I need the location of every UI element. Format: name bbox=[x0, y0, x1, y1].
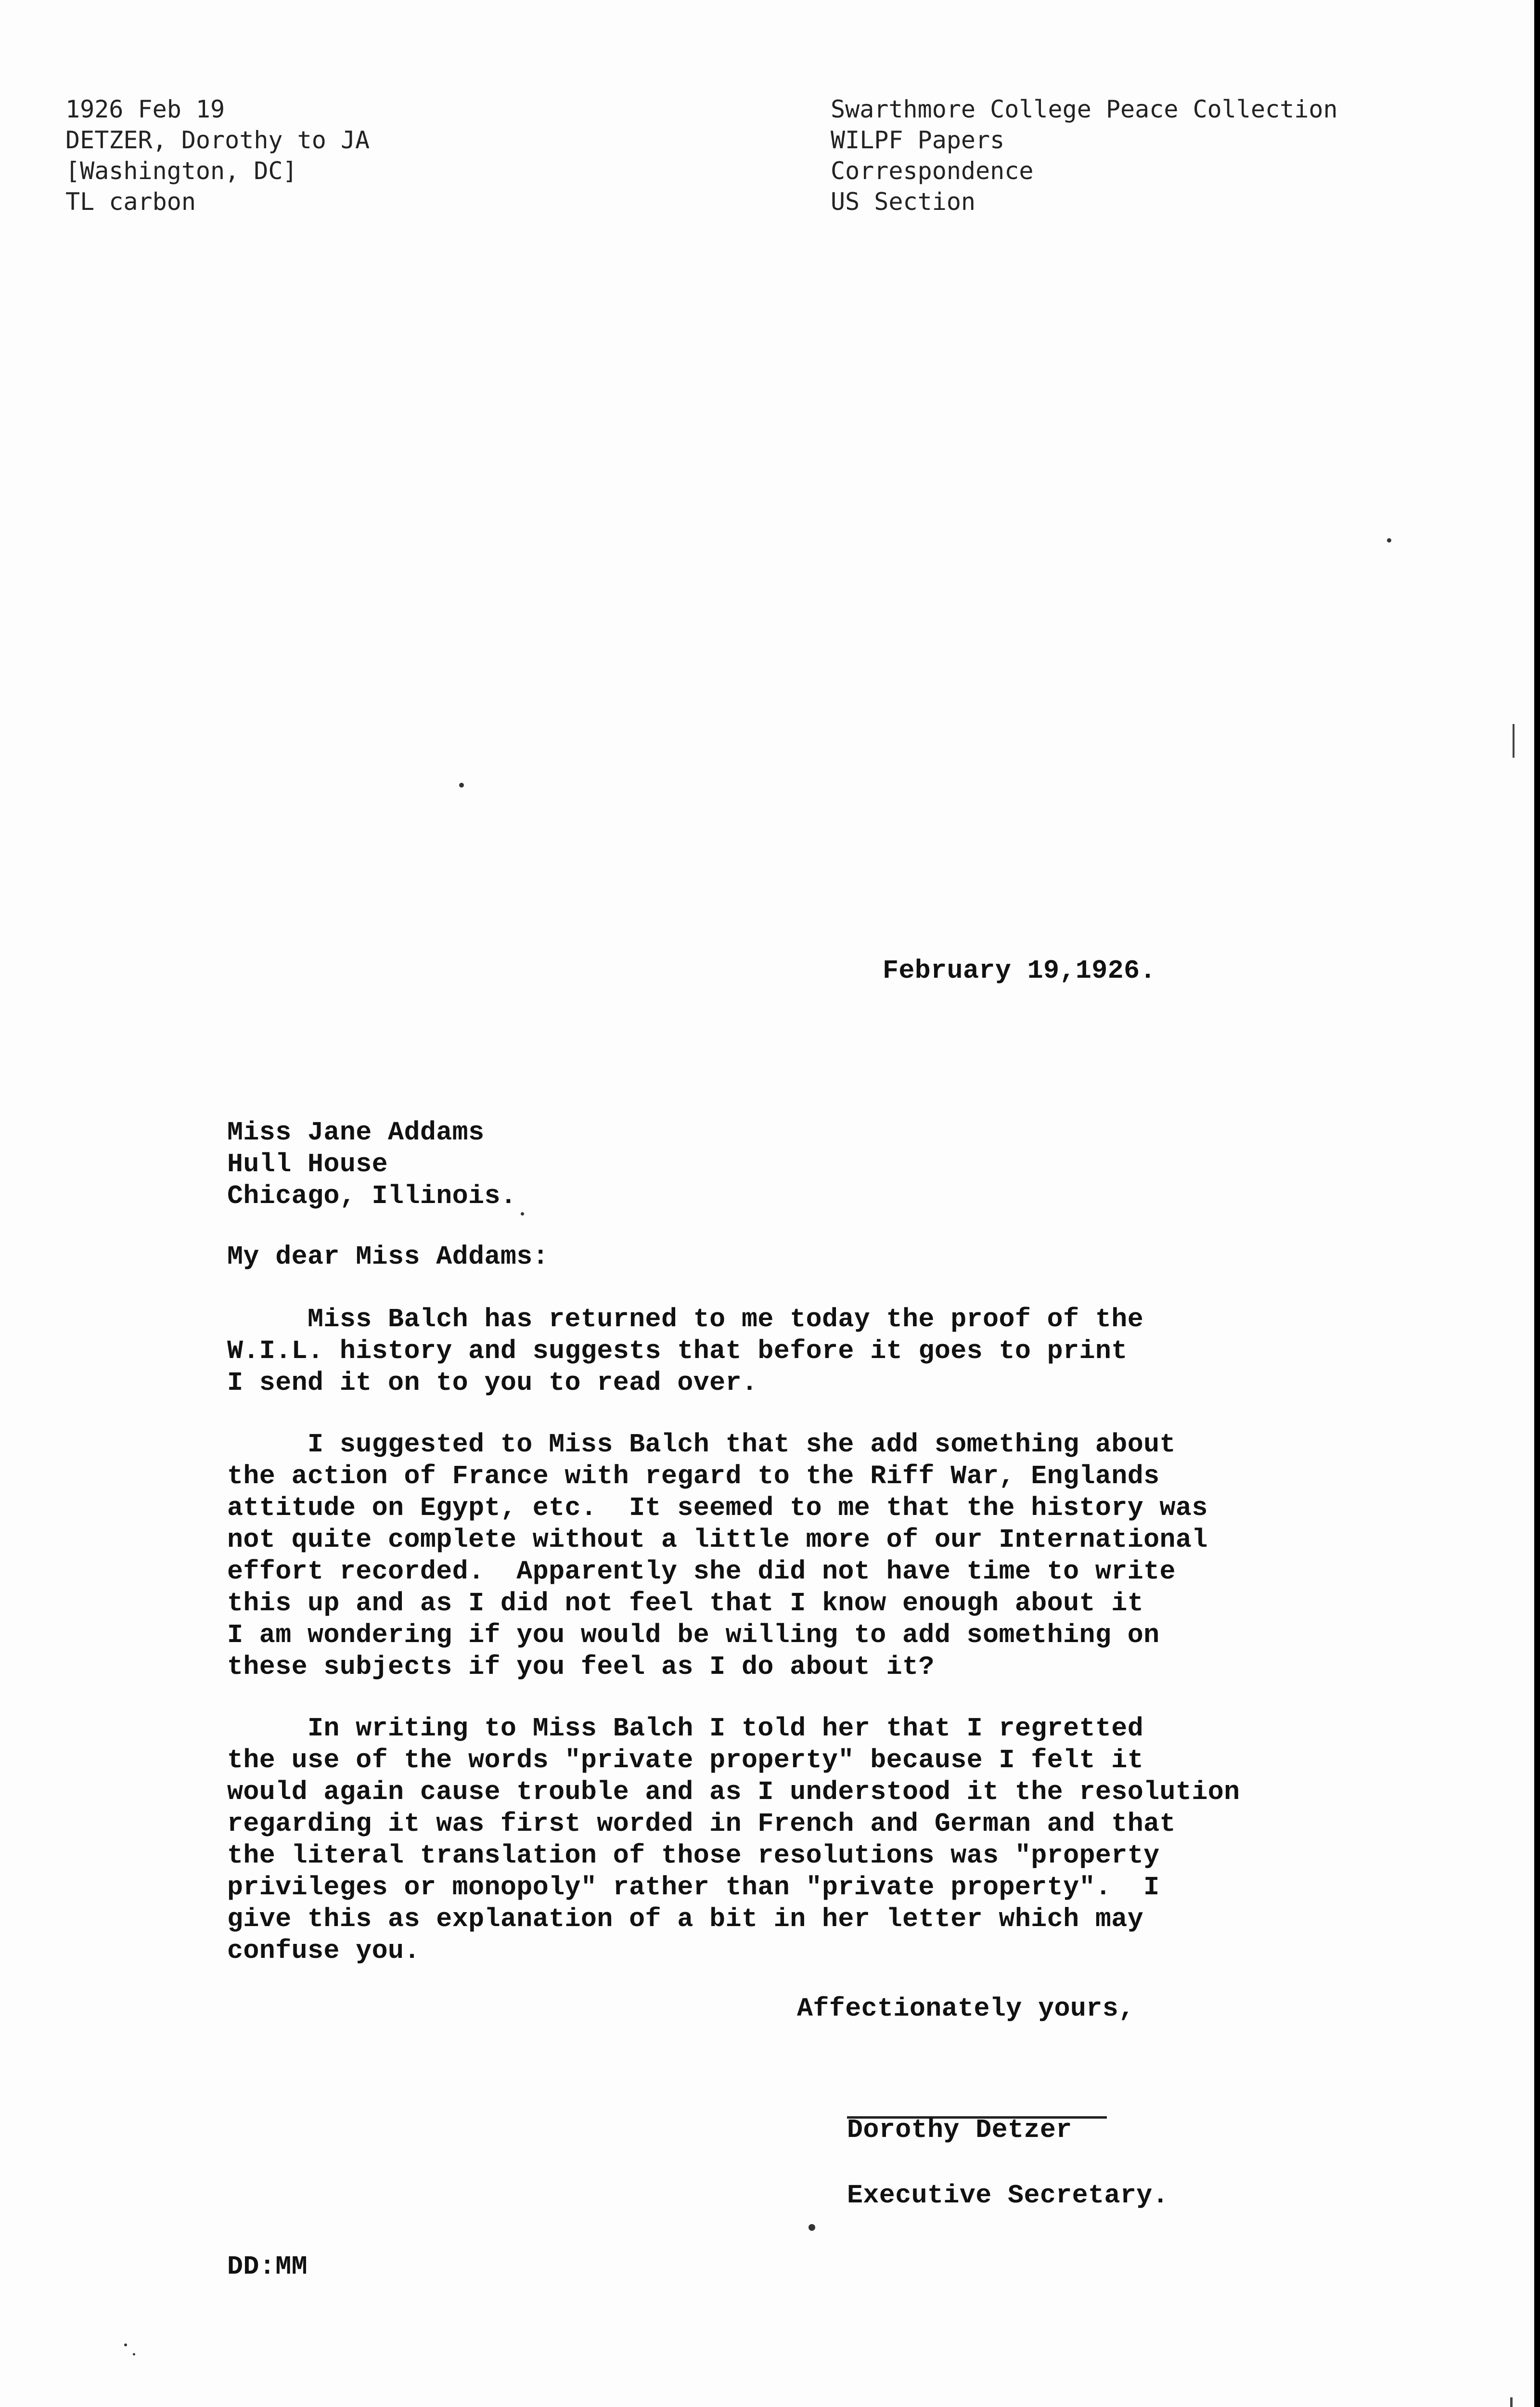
paragraph-line: not quite complete without a little more of our International bbox=[227, 1525, 1208, 1555]
paragraph-3 bbox=[227, 1713, 1240, 1967]
paragraph-line: attitude on Egypt, etc. It seemed to me that the history was bbox=[227, 1493, 1208, 1523]
scan-speck bbox=[133, 2353, 135, 2355]
salutation bbox=[227, 1241, 549, 1273]
paragraph-line: Miss Balch has returned to me today the proof of the bbox=[227, 1304, 1144, 1334]
archive-correspondents: DETZER, Dorothy to JA bbox=[65, 126, 370, 154]
scan-speck bbox=[808, 2224, 815, 2231]
scan-edge-mark bbox=[1510, 2397, 1513, 2407]
addressee-house: Hull House bbox=[227, 1149, 388, 1179]
paragraph-line: W.I.L. history and suggests that before it goes to print bbox=[227, 1336, 1128, 1366]
addressee-block bbox=[227, 1117, 516, 1212]
typist-initials-text: DD:MM bbox=[227, 2252, 308, 2282]
paragraph-line: effort recorded. Apparently she did not have time to write bbox=[227, 1556, 1176, 1587]
salutation-text: My dear Miss Addams: bbox=[227, 1242, 549, 1272]
paragraph-line: I suggested to Miss Balch that she add something about bbox=[227, 1429, 1176, 1460]
paragraph-line: I send it on to you to read over. bbox=[227, 1368, 758, 1398]
paragraph-1 bbox=[227, 1304, 1143, 1399]
addressee-name: Miss Jane Addams bbox=[227, 1117, 485, 1148]
scan-speck bbox=[521, 1212, 524, 1216]
archive-papers: WILPF Papers bbox=[831, 126, 1005, 154]
paragraph-line: I am wondering if you would be willing to add something on bbox=[227, 1620, 1160, 1650]
paragraph-line: the literal translation of those resolutions was "property bbox=[227, 1840, 1160, 1871]
paragraph-line: the use of the words "private property" because I felt it bbox=[227, 1745, 1144, 1775]
scan-edge-mark bbox=[1513, 724, 1514, 758]
scan-speck bbox=[459, 783, 464, 788]
signature-name: Dorothy Detzer bbox=[847, 2115, 1072, 2145]
closing bbox=[797, 1993, 1135, 2025]
scan-speck bbox=[124, 2343, 127, 2346]
typist-initials bbox=[227, 2251, 308, 2283]
archive-label-left bbox=[65, 94, 370, 217]
paragraph-line: would again cause trouble and as I understood it the resolution bbox=[227, 1777, 1240, 1807]
paragraph-line: regarding it was first worded in French and German and that bbox=[227, 1809, 1176, 1839]
archive-label-right bbox=[831, 94, 1338, 217]
letter-date-text: February 19,1926. bbox=[883, 956, 1156, 986]
addressee-city: Chicago, Illinois. bbox=[227, 1181, 517, 1211]
scan-speck bbox=[1387, 538, 1391, 543]
paragraph-line: these subjects if you feel as I do about it? bbox=[227, 1652, 935, 1682]
archive-date: 1926 Feb 19 bbox=[65, 95, 225, 123]
signer-title bbox=[847, 2180, 1168, 2212]
signature bbox=[847, 2114, 1072, 2146]
letter-date bbox=[883, 955, 1156, 987]
paragraph-line: In writing to Miss Balch I told her that I regretted bbox=[227, 1713, 1144, 1744]
archive-collection: Swarthmore College Peace Collection bbox=[831, 95, 1338, 123]
paragraph-line: privileges or monopoly" rather than "private property". I bbox=[227, 1872, 1160, 1902]
paragraph-line: confuse you. bbox=[227, 1936, 420, 1966]
archive-series: Correspondence bbox=[831, 157, 1034, 185]
paragraph-line: give this as explanation of a bit in her letter which may bbox=[227, 1904, 1144, 1934]
archive-section: US Section bbox=[831, 188, 976, 216]
archive-place: [Washington, DC] bbox=[65, 157, 297, 185]
signer-title-text: Executive Secretary. bbox=[847, 2180, 1169, 2211]
closing-text: Affectionately yours, bbox=[797, 1993, 1135, 2024]
paragraph-line: the action of France with regard to the Riff War, Englands bbox=[227, 1461, 1160, 1491]
archive-document-type: TL carbon bbox=[65, 188, 196, 216]
paragraph-line: this up and as I did not feel that I know enough about it bbox=[227, 1588, 1144, 1618]
paragraph-2 bbox=[227, 1429, 1208, 1683]
